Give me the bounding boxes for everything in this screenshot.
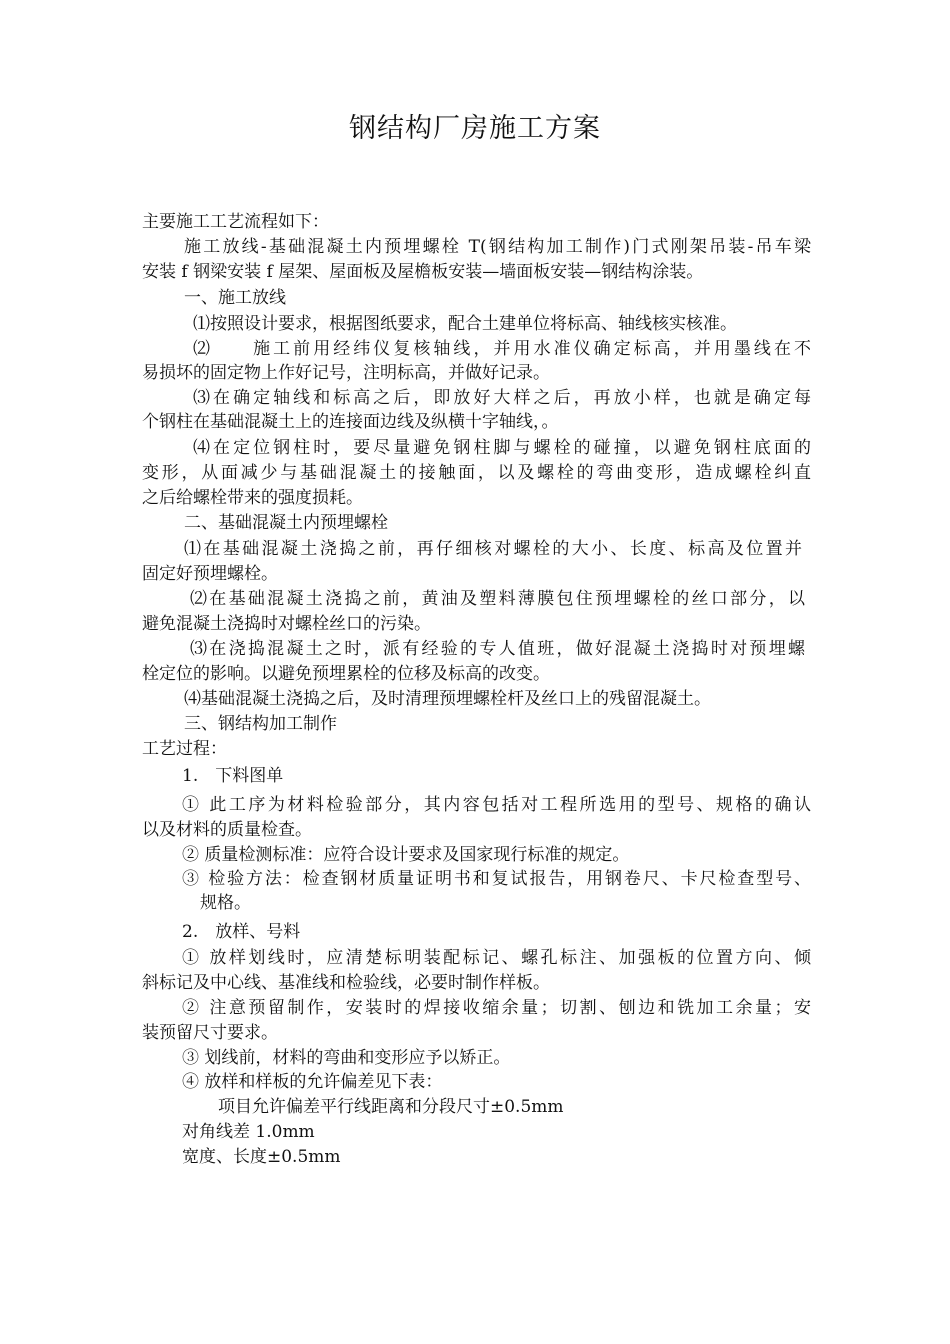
- text-line: 避免混凝土浇捣时对螺栓丝口的污染。: [142, 614, 431, 634]
- text-line: ⑵ 施工前用经纬仪复核轴线，并用水准仪确定标高，并用墨线在不: [193, 339, 811, 359]
- text-line: 固定好预埋螺栓。: [142, 564, 278, 584]
- text-line: 规格。: [200, 893, 251, 913]
- text-line: ① 此工序为材料检验部分，其内容包括对工程所选用的型号、规格的确认: [182, 795, 811, 815]
- text-line: 以及材料的质量检查。: [142, 820, 312, 840]
- text-line: 宽度、长度±0.5mm: [182, 1147, 341, 1167]
- text-line: 之后给螺栓带来的强度损耗。: [142, 488, 363, 508]
- text-line: ③ 划线前，材料的弯曲和变形应予以矫正。: [182, 1048, 511, 1068]
- text-line: 个钢柱在基础混凝土上的连接面边线及纵横十字轴线，。: [142, 412, 559, 432]
- text-line: 项目允许偏差平行线距离和分段尺寸±0.5mm: [218, 1097, 564, 1117]
- section-heading: 三、钢结构加工制作: [184, 714, 337, 734]
- text-line: ① 放样划线时，应清楚标明装配标记、螺孔标注、加强板的位置方向、倾: [182, 948, 811, 968]
- text-line: 装预留尺寸要求。: [142, 1023, 278, 1043]
- text-line: ⑷基础混凝土浇捣之后，及时清理预埋螺栓杆及丝口上的残留混凝土。: [184, 689, 711, 709]
- text-line: ③ 检验方法：检查钢材质量证明书和复试报告，用钢卷尺、卡尺检查型号、: [182, 869, 811, 889]
- text-line: 对角线差 1.0mm: [182, 1122, 315, 1142]
- text-line: 主要施工工艺流程如下：: [142, 212, 329, 232]
- text-line: 施工放线-基础混凝土内预埋螺栓 T(钢结构加工制作)门式刚架吊装-吊车梁: [184, 237, 811, 257]
- text-line: 变形，从面减少与基础混凝土的接触面，以及螺栓的弯曲变形，造成螺栓纠直: [142, 463, 811, 483]
- text-line: ② 质量检测标准：应符合设计要求及国家现行标准的规定。: [182, 845, 630, 865]
- section-heading: 一、施工放线: [184, 288, 286, 308]
- subsection-heading: 2. 放样、号料: [182, 922, 301, 942]
- text-line: 斜标记及中心线、基准线和检验线，必要时制作样板。: [142, 973, 550, 993]
- text-line: ⑶在浇捣混凝土之时，派有经验的专人值班，做好混凝土浇捣时对预埋螺: [190, 639, 805, 659]
- text-line: 栓定位的影响。以避免预埋累栓的位移及标高的改变。: [142, 664, 550, 684]
- section-heading: 二、基础混凝土内预埋螺栓: [184, 513, 388, 533]
- text-line: ④ 放样和样板的允许偏差见下表：: [182, 1072, 443, 1092]
- text-line: ⑷在定位钢柱时，要尽量避免钢柱脚与螺栓的碰撞，以避免钢柱底面的: [193, 438, 811, 458]
- text-line: ② 注意预留制作，安装时的焊接收缩余量；切割、刨边和铣加工余量；安: [182, 998, 811, 1018]
- text-line: ⑶在确定轴线和标高之后，即放好大样之后，再放小样，也就是确定每: [193, 388, 811, 408]
- subsection-heading: 1. 下料图单: [182, 766, 284, 786]
- text-line: 易损坏的固定物上作好记号，注明标高，并做好记录。: [142, 363, 550, 383]
- text-line: ⑴按照设计要求，根据图纸要求，配合土建单位将标高、轴线核实核准。: [193, 314, 737, 334]
- text-line: 安装 f 钢梁安装 f 屋架、屋面板及屋檐板安装—墙面板安装—钢结构涂装。: [142, 262, 704, 282]
- text-line: ⑴在基础混凝土浇捣之前，再仔细核对螺栓的大小、长度、标高及位置并: [184, 539, 802, 559]
- text-line: 工艺过程：: [142, 739, 227, 759]
- document-title: 钢结构厂房施工方案: [349, 113, 601, 144]
- text-line: ⑵在基础混凝土浇捣之前，黄油及塑料薄膜包住预埋螺栓的丝口部分，以: [190, 589, 805, 609]
